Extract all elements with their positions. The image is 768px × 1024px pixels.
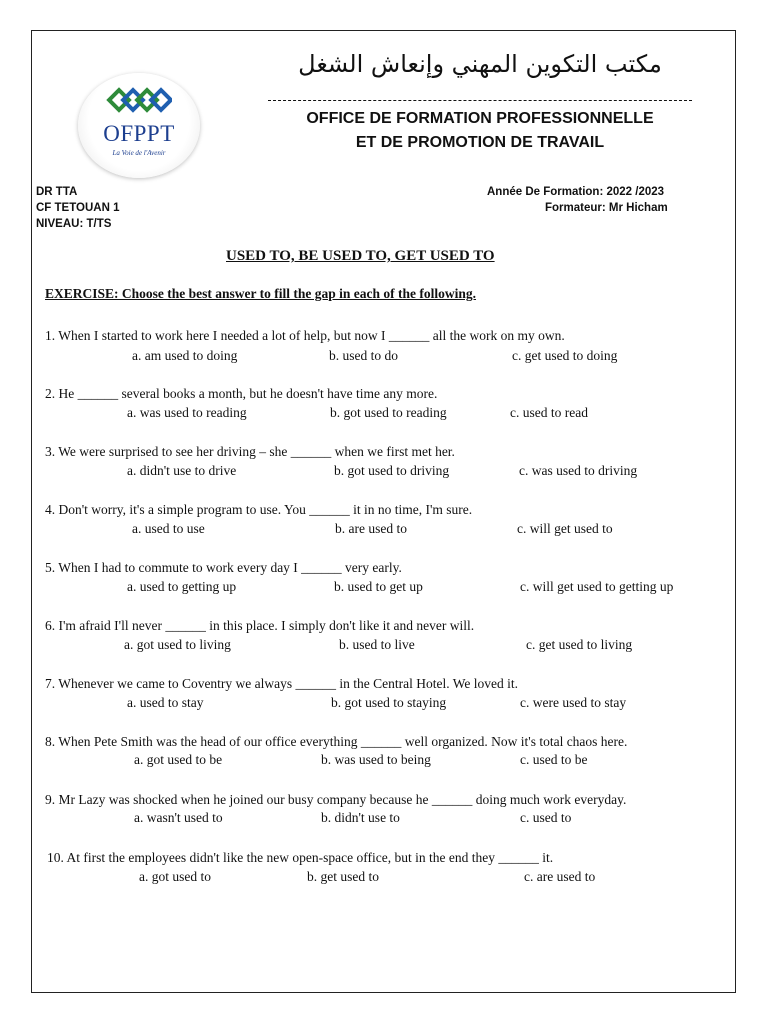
- question-8: 8. When Pete Smith was the head of our office everything ______ well organized. Now it's total chaos here.: [45, 734, 628, 749]
- question-9: 9. Mr Lazy was shocked when he joined our busy company because he ______ doing much work everyday.: [45, 792, 627, 807]
- question-6: 6. I'm afraid I'll never ______ in this place. I simply don't like it and never will.: [45, 618, 475, 633]
- option-1c: c. get used to doing: [512, 348, 618, 363]
- option-6b: b. used to live: [339, 637, 415, 652]
- arabic-title: مكتب التكوين المهني وإنعاش الشغل: [298, 50, 662, 78]
- option-4c: c. will get used to: [517, 521, 613, 536]
- header-divider: [268, 100, 692, 101]
- info-center: CF TETOUAN 1: [36, 202, 120, 214]
- option-10b: b. get used to: [307, 869, 379, 884]
- option-5a: a. used to getting up: [127, 579, 237, 594]
- info-trainer: Formateur: Mr Hicham: [545, 202, 668, 214]
- option-5c: c. will get used to getting up: [520, 579, 674, 594]
- question-5: 5. When I had to commute to work every day I ______ very early.: [45, 560, 402, 575]
- option-2c: c. used to read: [510, 405, 588, 420]
- question-4: 4. Don't worry, it's a simple program to use. You ______ it in no time, I'm sure.: [45, 502, 473, 517]
- logo-name: OFPPT: [103, 121, 175, 146]
- option-6a: a. got used to living: [124, 637, 231, 652]
- office-title-line2: ET DE PROMOTION DE TRAVAIL: [355, 134, 605, 151]
- option-5b: b. used to get up: [334, 579, 423, 594]
- option-9b: b. didn't use to: [321, 810, 400, 825]
- option-1b: b. used to do: [329, 348, 398, 363]
- option-2a: a. was used to reading: [127, 405, 247, 420]
- option-1a: a. am used to doing: [132, 348, 238, 363]
- logo-diamonds-icon: [106, 85, 172, 121]
- ofppt-logo: [78, 73, 200, 178]
- info-region: DR TTA: [36, 186, 78, 198]
- option-3b: b. got used to driving: [334, 463, 450, 478]
- option-8b: b. was used to being: [321, 752, 431, 767]
- question-3: 3. We were surprised to see her driving – she ______ when we first met her.: [45, 444, 455, 459]
- option-8a: a. got used to be: [134, 752, 223, 767]
- option-3c: c. was used to driving: [519, 463, 638, 478]
- info-year: Année De Formation: 2022 /2023: [487, 186, 665, 198]
- option-8c: c. used to be: [520, 752, 588, 767]
- question-7: 7. Whenever we came to Coventry we always ______ in the Central Hotel. We loved it.: [45, 676, 519, 691]
- exercise-instruction: EXERCISE: Choose the best answer to fill the gap in each of the following.: [45, 286, 477, 301]
- option-10c: c. are used to: [524, 869, 596, 884]
- option-7c: c. were used to stay: [520, 695, 627, 710]
- option-9a: a. wasn't used to: [134, 810, 223, 825]
- option-3a: a. didn't use to drive: [127, 463, 237, 478]
- option-4a: a. used to use: [132, 521, 205, 536]
- worksheet-title: USED TO, BE USED TO, GET USED TO: [226, 248, 495, 264]
- option-7a: a. used to stay: [127, 695, 204, 710]
- option-4b: b. are used to: [335, 521, 407, 536]
- option-2b: b. got used to reading: [330, 405, 447, 420]
- option-10a: a. got used to: [139, 869, 211, 884]
- option-6c: c. get used to living: [526, 637, 633, 652]
- info-level: NIVEAU: T/TS: [36, 218, 112, 230]
- question-2: 2. He ______ several books a month, but he doesn't have time any more.: [45, 386, 438, 401]
- logo-tagline: La Voie de l'Avenir: [112, 149, 166, 157]
- option-7b: b. got used to staying: [331, 695, 447, 710]
- option-9c: c. used to: [520, 810, 572, 825]
- question-10: 10. At first the employees didn't like the new open-space office, but in the end they ______ it.: [47, 850, 554, 865]
- question-1: 1. When I started to work here I needed a lot of help, but now I ______ all the work on my own.: [45, 328, 565, 343]
- office-title-line1: OFFICE DE FORMATION PROFESSIONNELLE: [306, 110, 654, 127]
